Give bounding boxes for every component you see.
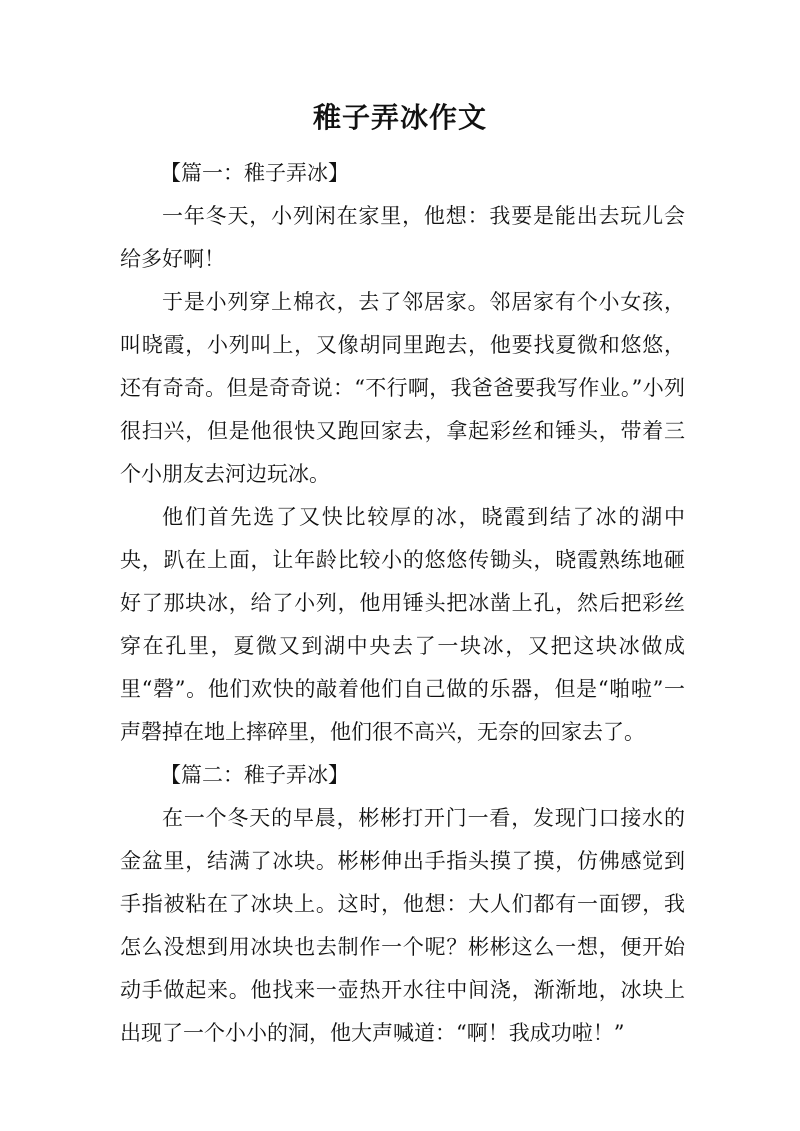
paragraph: 一年冬天，小列闲在家里，他想：我要是能出去玩儿会给多好啊！: [120, 204, 685, 271]
paragraph: 于是小列穿上棉衣，去了邻居家。邻居家有个小女孩，叫晓霞，小列叫上，又像胡同里跑去，他要找夏微和悠悠，还有奇奇。但是奇奇说：“不行啊，我爸爸要我写作业。”小列很扫兴，但是他很快又跑回家去，拿起彩丝和锤头，带着三个小朋友去河边玩冰。: [120, 290, 685, 486]
paragraph: 他们首先选了又快比较厚的冰，晓霞到结了冰的湖中央，趴在上面，让年龄比较小的悠悠传锄头，晓霞熟练地砸好了那块冰，给了小列，他用锤头把冰凿上孔，然后把彩丝穿在孔里，夏微又到湖中央去了一块冰，又把这块冰做成里“磬”。他们欢快的敲着他们自己做的乐器，但是“啪啦”一声磬掉在地上摔碎里，他们很不高兴，无奈的回家去了。: [120, 505, 685, 744]
paragraph: 在一个冬天的早晨，彬彬打开门一看，发现门口接水的金盆里，结满了冰块。彬彬伸出手指头摸了摸，仿佛感觉到手指被粘在了冰块上。这时，他想：大人们都有一面锣，我怎么没想到用冰块也去制作一个呢？彬彬这么一想，便开始动手做起来。他找来一壶热开水往中间浇，渐渐地，冰块上出现了一个小小的洞，他大声喊道：“啊！我成功啦！”: [120, 806, 685, 1045]
section-heading-2: 【篇二：稚子弄冰】: [160, 763, 349, 787]
section-heading-1: 【篇一：稚子弄冰】: [160, 161, 349, 185]
document-title: 稚子弄冰作文: [312, 101, 487, 134]
document-body: [120, 152, 685, 1055]
